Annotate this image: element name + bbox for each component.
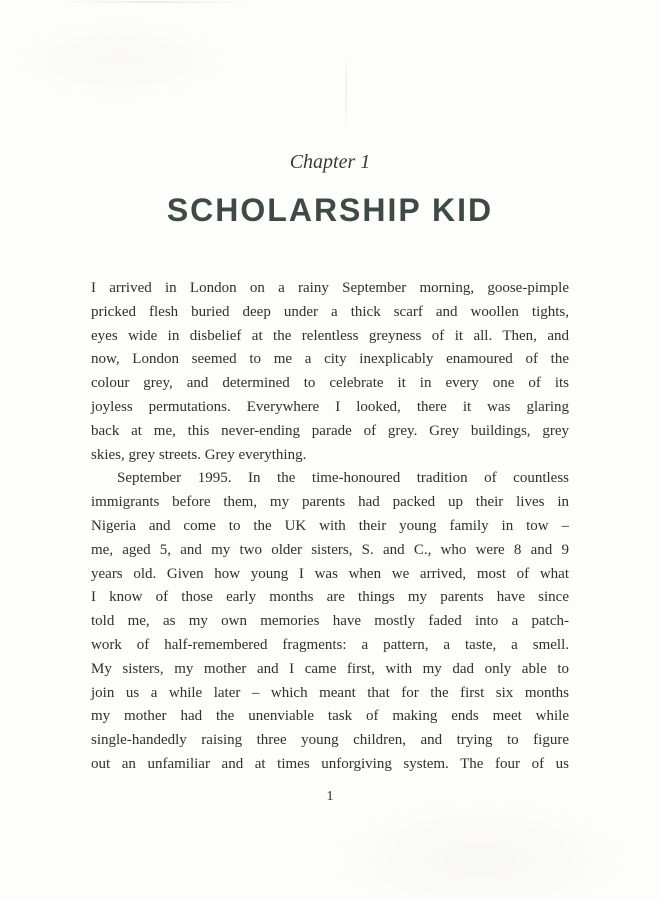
scan-edge-artifact: [56, 0, 251, 3]
text-line: work of half-remembered fragments: a pattern, a taste, a smell.: [91, 636, 569, 653]
text-line: single-handedly raising three young children, and trying to figure: [91, 732, 569, 749]
text-line: I arrived in London on a rainy September morning, goose-pimple: [91, 280, 569, 296]
text-line: me, aged 5, and my two older sisters, S. and C., who were 8 and 9: [91, 541, 569, 558]
text-line: my mother had the unenviable task of making ends meet while: [91, 708, 569, 725]
scan-crease-artifact: [345, 56, 348, 134]
text-line: eyes wide in disbelief at the relentless greyness of it all. Then, and: [91, 327, 569, 344]
text-line: out an unfamiliar and at times unforgiving system. The four of us: [91, 755, 569, 772]
text-line: years old. Given how young I was when we arrived, most of what: [91, 565, 569, 582]
text-line: Nigeria and come to the UK with their young family in tow –: [91, 517, 569, 534]
text-line: pricked flesh buried deep under a thick scarf and woollen tights,: [91, 303, 569, 320]
text-line: My sisters, my mother and I came first, with my dad only able to: [91, 660, 569, 677]
chapter-title: SCHOLARSHIP KID: [166, 192, 494, 228]
chapter-label: Chapter 1: [289, 151, 371, 173]
text-line: September 1995. In the time-honoured tradition of countless: [117, 470, 569, 487]
text-line: back at me, this never-ending parade of grey. Grey buildings, grey: [91, 422, 569, 439]
text-line: joyless permutations. Everywhere I looked, there it was glaring: [91, 398, 569, 415]
page-number: 1: [326, 789, 334, 804]
text-line: immigrants before them, my parents had packed up their lives in: [91, 494, 569, 511]
text-line: skies, grey streets. Grey everything.: [91, 446, 307, 463]
text-line: colour grey, and determined to celebrate it in every one of its: [91, 375, 569, 392]
text-line: now, London seemed to me a city inexplicably enamoured of the: [91, 351, 569, 368]
text-line: I know of those early months are things my parents have since: [91, 589, 569, 606]
text-line: told me, as my own memories have mostly faded into a patch-: [91, 613, 569, 630]
text-line: join us a while later – which meant that for the first six months: [91, 684, 569, 701]
body-text: [91, 277, 569, 777]
